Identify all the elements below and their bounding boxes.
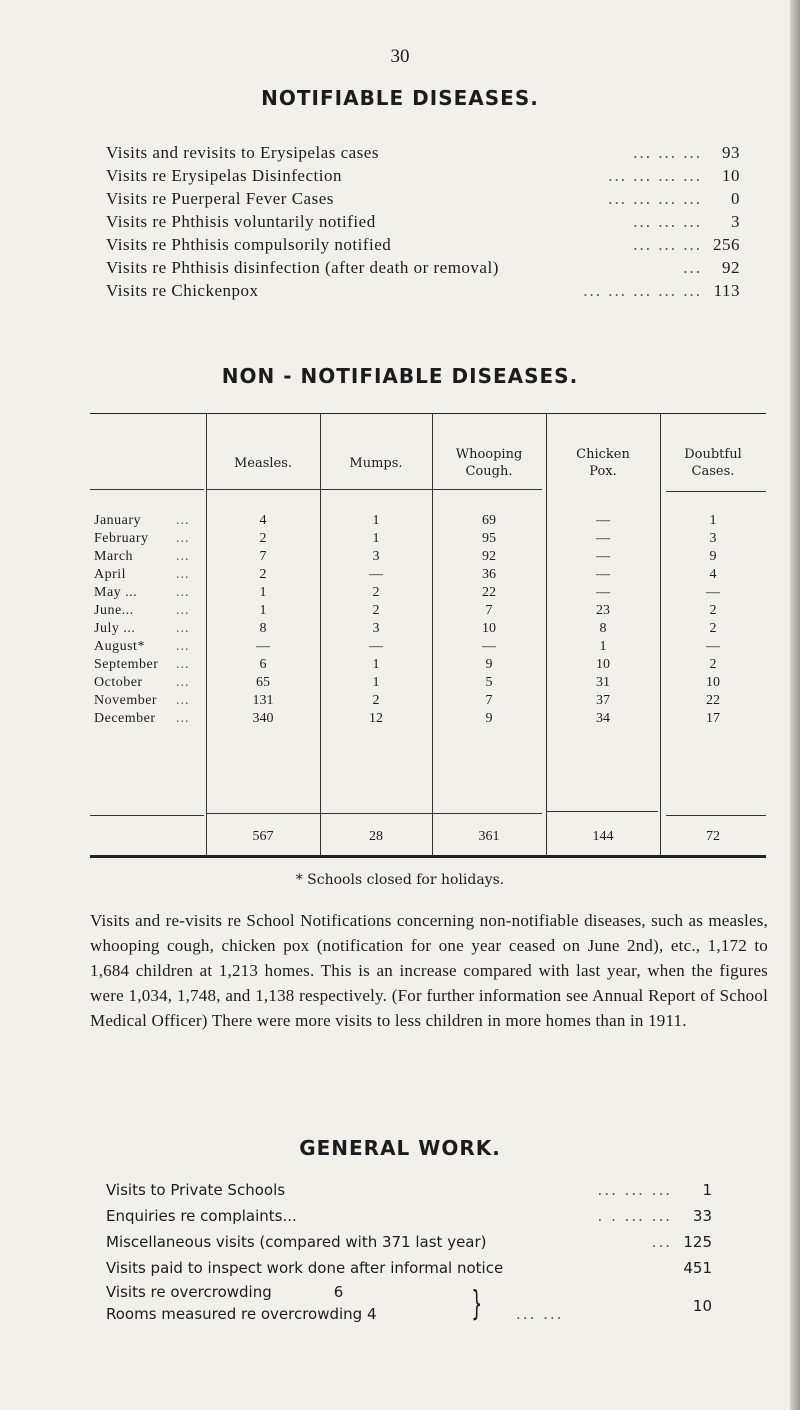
cell-doubtful-cases: 22 bbox=[706, 693, 720, 708]
school-notifications-paragraph: Visits and re-visits re School Notifications concerning non-notifiable diseases, such as measles, whooping cough, chicken pox (notification for one year ceased on June 2nd), etc., 1,172 to 1,684 children at 1,213 homes. This is an increase compared with last year, when the figures were 1,034, 1,748, and 1,138 respectively. (For further information see Annual Report of School Medical Officer) There were more visits to less children in more homes than in 1911. bbox=[90, 911, 768, 1030]
cell-whooping-cough: 95 bbox=[482, 531, 496, 546]
notifiable-row bbox=[106, 235, 740, 258]
total-rule bbox=[666, 815, 766, 816]
cell-mumps: — bbox=[369, 567, 383, 582]
row-value: 256 bbox=[713, 235, 740, 254]
cell-measles: 2 bbox=[259, 531, 267, 546]
leader-dots: ... bbox=[176, 693, 190, 708]
cell-mumps: 1 bbox=[372, 531, 380, 546]
row-value: 1 bbox=[702, 1181, 712, 1199]
cell-whooping-cough: 7 bbox=[485, 603, 493, 618]
table-row bbox=[90, 639, 766, 657]
month-label: March bbox=[94, 549, 134, 564]
cell-measles: 340 bbox=[252, 711, 274, 726]
month-label: June... bbox=[94, 603, 134, 618]
overcrowding-visits-line: Visits re overcrowding 6 bbox=[106, 1283, 344, 1301]
table-row bbox=[90, 585, 766, 603]
cell-doubtful-cases: — bbox=[706, 639, 720, 654]
table-row bbox=[90, 567, 766, 585]
page-number: 30 bbox=[390, 46, 410, 67]
leader-dots: ... ... ... ... bbox=[608, 166, 702, 185]
table-bottom-rule bbox=[90, 855, 766, 858]
leader-dots: ... bbox=[176, 531, 190, 546]
table-row bbox=[90, 513, 766, 531]
cell-mumps: 2 bbox=[372, 585, 380, 600]
month-label: January bbox=[94, 513, 142, 528]
month-label: September bbox=[94, 657, 159, 672]
cell-doubtful-cases: 2 bbox=[709, 603, 717, 618]
total-rule bbox=[90, 815, 204, 816]
notifiable-heading: NOTIFIABLE DISEASES. bbox=[261, 86, 539, 110]
leader-dots: ... bbox=[176, 549, 190, 564]
row-label: Visits re Phthisis disinfection (after death or removal) bbox=[106, 258, 499, 277]
leader-dots: ... ... ... bbox=[597, 1181, 672, 1199]
cell-whooping-cough: 9 bbox=[485, 711, 493, 726]
row-label: Visits paid to inspect work done after informal notice bbox=[106, 1259, 504, 1277]
row-value: 113 bbox=[713, 281, 740, 300]
cell-measles: 1 bbox=[259, 603, 267, 618]
cell-mumps: 1 bbox=[372, 675, 380, 690]
leader-dots: ... ... ... bbox=[633, 212, 702, 231]
cell-chicken-pox: — bbox=[596, 585, 610, 600]
cell-doubtful-cases: 4 bbox=[709, 567, 717, 582]
cell-chicken-pox: — bbox=[596, 549, 610, 564]
month-label: May ... bbox=[94, 585, 138, 600]
row-value: 125 bbox=[683, 1233, 712, 1251]
cell-whooping-cough: 69 bbox=[482, 513, 496, 528]
leader-dots: ... ... ... ... bbox=[608, 189, 702, 208]
cell-chicken-pox: 8 bbox=[599, 621, 607, 636]
month-label: April bbox=[94, 567, 127, 582]
notifiable-visit-list bbox=[106, 143, 740, 304]
cell-chicken-pox: — bbox=[596, 513, 610, 528]
table-row bbox=[90, 549, 766, 567]
cell-mumps: 2 bbox=[372, 693, 380, 708]
cell-doubtful-cases: 10 bbox=[706, 675, 720, 690]
cell-doubtful-cases: 2 bbox=[709, 621, 717, 636]
month-label: October bbox=[94, 675, 143, 690]
cell-chicken-pox: 10 bbox=[596, 657, 610, 672]
cell-measles: 2 bbox=[259, 567, 267, 582]
month-label: August* bbox=[94, 639, 145, 654]
cell-measles: 6 bbox=[259, 657, 267, 672]
total-rule bbox=[206, 813, 542, 814]
row-label: Visits re Phthisis compulsorily notified bbox=[106, 235, 392, 254]
cell-mumps: 12 bbox=[369, 711, 383, 726]
total-mumps: 28 bbox=[369, 829, 383, 844]
leader-dots: ... ... ... bbox=[633, 235, 702, 254]
month-label: February bbox=[94, 531, 149, 546]
cell-doubtful-cases: — bbox=[706, 585, 720, 600]
leader-dots: ... bbox=[176, 513, 190, 528]
cell-chicken-pox: 37 bbox=[596, 693, 610, 708]
cell-chicken-pox: — bbox=[596, 567, 610, 582]
cell-whooping-cough: 7 bbox=[485, 693, 493, 708]
total-measles: 567 bbox=[252, 829, 274, 844]
cell-whooping-cough: 5 bbox=[485, 675, 493, 690]
table-row bbox=[90, 657, 766, 675]
total-doubtful-cases: 72 bbox=[706, 829, 720, 844]
row-value: 92 bbox=[722, 258, 740, 277]
cell-whooping-cough: 36 bbox=[482, 567, 496, 582]
cell-measles: 4 bbox=[259, 513, 267, 528]
leader-dots: ... bbox=[651, 1233, 672, 1251]
notifiable-row bbox=[106, 258, 740, 281]
row-value: 451 bbox=[683, 1259, 712, 1277]
cell-mumps: — bbox=[369, 639, 383, 654]
cell-whooping-cough: 22 bbox=[482, 585, 496, 600]
leader-dots: ... bbox=[176, 639, 190, 654]
column-header-doubtful-cases: Doubtful Cases. bbox=[684, 447, 742, 479]
cell-doubtful-cases: 2 bbox=[709, 657, 717, 672]
leader-dots: ... ... ... ... ... bbox=[583, 281, 702, 300]
cell-measles: 1 bbox=[259, 585, 267, 600]
general-work-heading: GENERAL WORK. bbox=[299, 1136, 501, 1160]
table-row bbox=[90, 603, 766, 621]
table-row bbox=[90, 621, 766, 639]
table-row bbox=[90, 711, 766, 729]
row-value: 33 bbox=[692, 1207, 712, 1225]
row-label: Visits re Erysipelas Disinfection bbox=[106, 166, 342, 185]
month-label: July ... bbox=[94, 621, 136, 636]
leader-dots: ... bbox=[176, 657, 190, 672]
leader-dots: ... bbox=[683, 258, 702, 277]
cell-chicken-pox: — bbox=[596, 531, 610, 546]
cell-mumps: 3 bbox=[372, 621, 380, 636]
general-row bbox=[106, 1233, 712, 1259]
cell-whooping-cough: 92 bbox=[482, 549, 496, 564]
row-value: 10 bbox=[722, 166, 740, 185]
non-notifiable-heading: NON - NOTIFIABLE DISEASES. bbox=[221, 364, 579, 388]
cell-doubtful-cases: 3 bbox=[709, 531, 717, 546]
leader-dots: ... bbox=[176, 621, 190, 636]
general-row bbox=[106, 1207, 712, 1233]
table-row bbox=[90, 693, 766, 711]
cell-measles: 7 bbox=[259, 549, 267, 564]
cell-doubtful-cases: 9 bbox=[709, 549, 717, 564]
table-top-rule bbox=[90, 413, 766, 414]
month-label: November bbox=[94, 693, 158, 708]
leader-dots: ... bbox=[176, 603, 190, 618]
row-label: Enquiries re complaints... bbox=[106, 1207, 297, 1225]
cell-chicken-pox: 31 bbox=[596, 675, 610, 690]
general-row bbox=[106, 1259, 712, 1285]
cell-doubtful-cases: 17 bbox=[706, 711, 720, 726]
cell-measles: — bbox=[256, 639, 270, 654]
notifiable-row bbox=[106, 143, 740, 166]
leader-dots: . . ... ... bbox=[597, 1207, 672, 1225]
cell-mumps: 1 bbox=[372, 513, 380, 528]
row-label: Visits re Chickenpox bbox=[106, 281, 259, 300]
cell-chicken-pox: 1 bbox=[599, 639, 607, 654]
overcrowding-total: 10 bbox=[692, 1297, 712, 1315]
general-row bbox=[106, 1181, 712, 1207]
total-chicken-pox: 144 bbox=[592, 829, 614, 844]
table-row bbox=[90, 675, 766, 693]
table-footnote: * Schools closed for holidays. bbox=[295, 872, 505, 888]
leader-dots: ... bbox=[176, 585, 190, 600]
total-rule bbox=[546, 811, 658, 812]
cell-whooping-cough: 9 bbox=[485, 657, 493, 672]
column-header-whooping-cough: Whooping Cough. bbox=[455, 447, 523, 479]
notifiable-row bbox=[106, 166, 740, 189]
cell-chicken-pox: 23 bbox=[596, 603, 610, 618]
table-row bbox=[90, 531, 766, 549]
cell-whooping-cough: — bbox=[482, 639, 496, 654]
notifiable-row bbox=[106, 189, 740, 212]
row-label: Visits to Private Schools bbox=[106, 1181, 286, 1199]
leader-dots: ... bbox=[176, 711, 190, 726]
cell-chicken-pox: 34 bbox=[596, 711, 610, 726]
cell-mumps: 3 bbox=[372, 549, 380, 564]
cell-measles: 131 bbox=[252, 693, 274, 708]
cell-mumps: 1 bbox=[372, 657, 380, 672]
notifiable-row bbox=[106, 281, 740, 304]
cell-measles: 65 bbox=[256, 675, 270, 690]
leader-dots: ... bbox=[176, 567, 190, 582]
brace-icon: } bbox=[471, 1284, 483, 1324]
notifiable-row bbox=[106, 212, 740, 235]
overcrowding-block bbox=[106, 1283, 712, 1333]
non-notifiable-table bbox=[90, 413, 766, 859]
totals-row bbox=[90, 829, 766, 849]
column-header-mumps: Mumps. bbox=[349, 455, 403, 471]
leader-dots: ... bbox=[176, 675, 190, 690]
header-rule bbox=[90, 489, 204, 490]
general-work-list bbox=[106, 1181, 712, 1285]
cell-doubtful-cases: 1 bbox=[709, 513, 717, 528]
cell-whooping-cough: 10 bbox=[482, 621, 496, 636]
total-whooping-cough: 361 bbox=[478, 829, 500, 844]
column-header-measles: Measles. bbox=[233, 455, 293, 471]
leader-dots: ... ... bbox=[516, 1305, 564, 1323]
cell-mumps: 2 bbox=[372, 603, 380, 618]
row-value: 0 bbox=[731, 189, 740, 208]
cell-measles: 8 bbox=[259, 621, 267, 636]
month-label: December bbox=[94, 711, 156, 726]
row-value: 93 bbox=[722, 143, 740, 162]
row-label: Visits re Phthisis voluntarily notified bbox=[106, 212, 376, 231]
overcrowding-rooms-line: Rooms measured re overcrowding 4 bbox=[106, 1305, 377, 1323]
leader-dots: ... ... ... bbox=[633, 143, 702, 162]
row-label: Visits re Puerperal Fever Cases bbox=[106, 189, 334, 208]
page-edge bbox=[790, 0, 800, 1410]
row-label: Visits and revisits to Erysipelas cases bbox=[106, 143, 379, 162]
column-header-chicken-pox: Chicken Pox. bbox=[576, 447, 630, 479]
row-label: Miscellaneous visits (compared with 371 last year) bbox=[106, 1233, 487, 1251]
row-value: 3 bbox=[731, 212, 740, 231]
